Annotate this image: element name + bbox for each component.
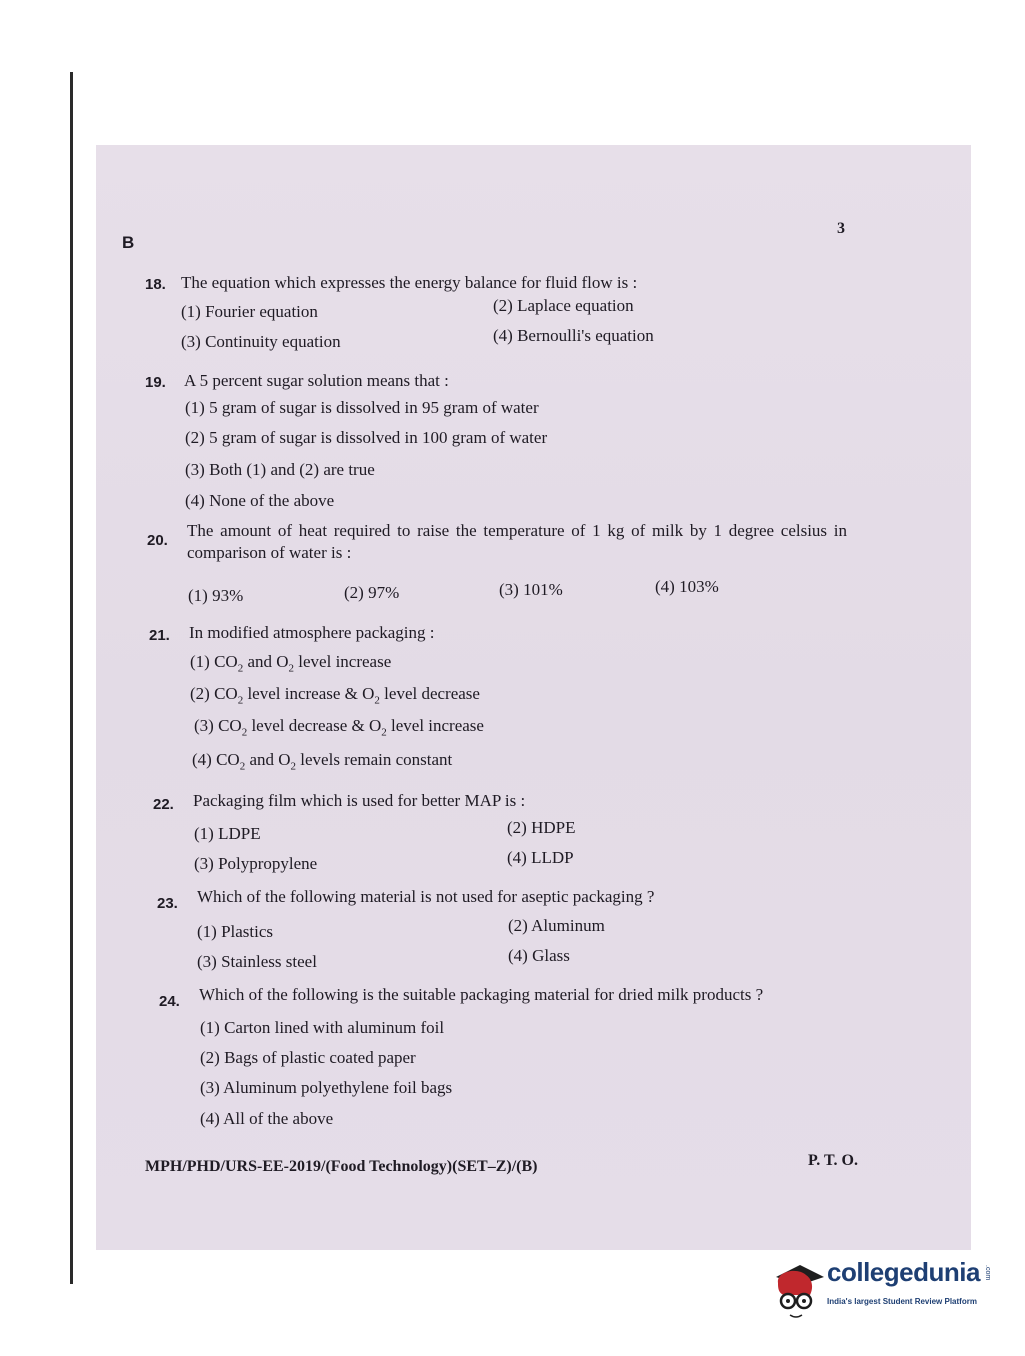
question-text: In modified atmosphere packaging : [189,623,435,642]
option: (3) Polypropylene [194,854,318,873]
option: (1) Fourier equation [181,302,318,321]
option: (3) $CO_2$ level decrease & $O_2$ level increase [194,716,484,739]
option: (4) Bernoulli's equation [493,326,654,345]
option: (1) 5 gram of sugar is dissolved in 95 gram of water [185,398,539,417]
question-text: Packaging film which is used for better MAP is : [193,791,526,810]
option: (2) Aluminum [508,916,605,935]
option: (2) Laplace equation [493,296,634,315]
option: (2) 5 gram of sugar is dissolved in 100 gram of water [185,428,548,447]
option: (2) HDPE [507,818,576,837]
question-text: The equation which expresses the energy balance for fluid flow is : [181,273,638,292]
question-text: Which of the following is the suitable packaging material for dried milk products ? [199,985,764,1004]
option: (3) Stainless steel [197,952,317,971]
page-turn-over: P. T. O. [808,1152,858,1169]
graduate-face-icon [770,1255,826,1325]
option: (4) 103% [655,577,719,596]
logo-tagline: India's largest Student Review Platform [827,1297,977,1306]
exam-code: MPH/PHD/URS-EE-2019/(Food Technology)(SET–Z)/(B) [145,1158,538,1175]
option: (4) LLDP [507,848,574,867]
option: (1) $CO_2$ and $O_2$ level increase [190,652,392,675]
option: (2) $CO_2$ level increase & $O_2$ level decrease [190,684,480,707]
option: (2) 97% [344,583,400,602]
question-number: 22. [153,796,174,813]
option: (1) LDPE [194,824,261,843]
scan-edge [70,72,73,1284]
option: (1) 93% [188,586,244,605]
option: (4) $CO_2$ and $O_2$ levels remain constant [192,750,453,773]
question-number: 20. [147,532,168,549]
question-number: 23. [157,895,178,912]
option: (3) 101% [499,580,563,599]
option: (4) None of the above [185,491,335,510]
question-number: 21. [149,627,170,644]
option: (3) Aluminum polyethylene foil bags [200,1078,453,1097]
option: (4) Glass [508,946,570,965]
option: (3) Continuity equation [181,332,341,351]
option: (1) Plastics [197,922,274,941]
option: (4) All of the above [200,1109,334,1128]
option: (3) Both (1) and (2) are true [185,460,375,479]
question-text: A 5 percent sugar solution means that : [184,371,449,390]
collegedunia-logo [770,1255,1005,1335]
set-letter: B [122,233,135,252]
page-number: 3 [837,220,845,237]
question-text: Which of the following material is not used for aseptic packaging ? [197,887,655,906]
question-number: 18. [145,276,166,293]
question-number: 19. [145,374,166,391]
question-text: The amount of heat required to raise the temperature of 1 kg of milk by 1 degree celsius in comparison of water is : [187,521,847,562]
option: (2) Bags of plastic coated paper [200,1048,416,1067]
option: (1) Carton lined with aluminum foil [200,1018,445,1037]
logo-domain: .com [984,1265,991,1281]
question-number: 24. [159,993,180,1010]
logo-wordmark: collegedunia [827,1257,980,1287]
